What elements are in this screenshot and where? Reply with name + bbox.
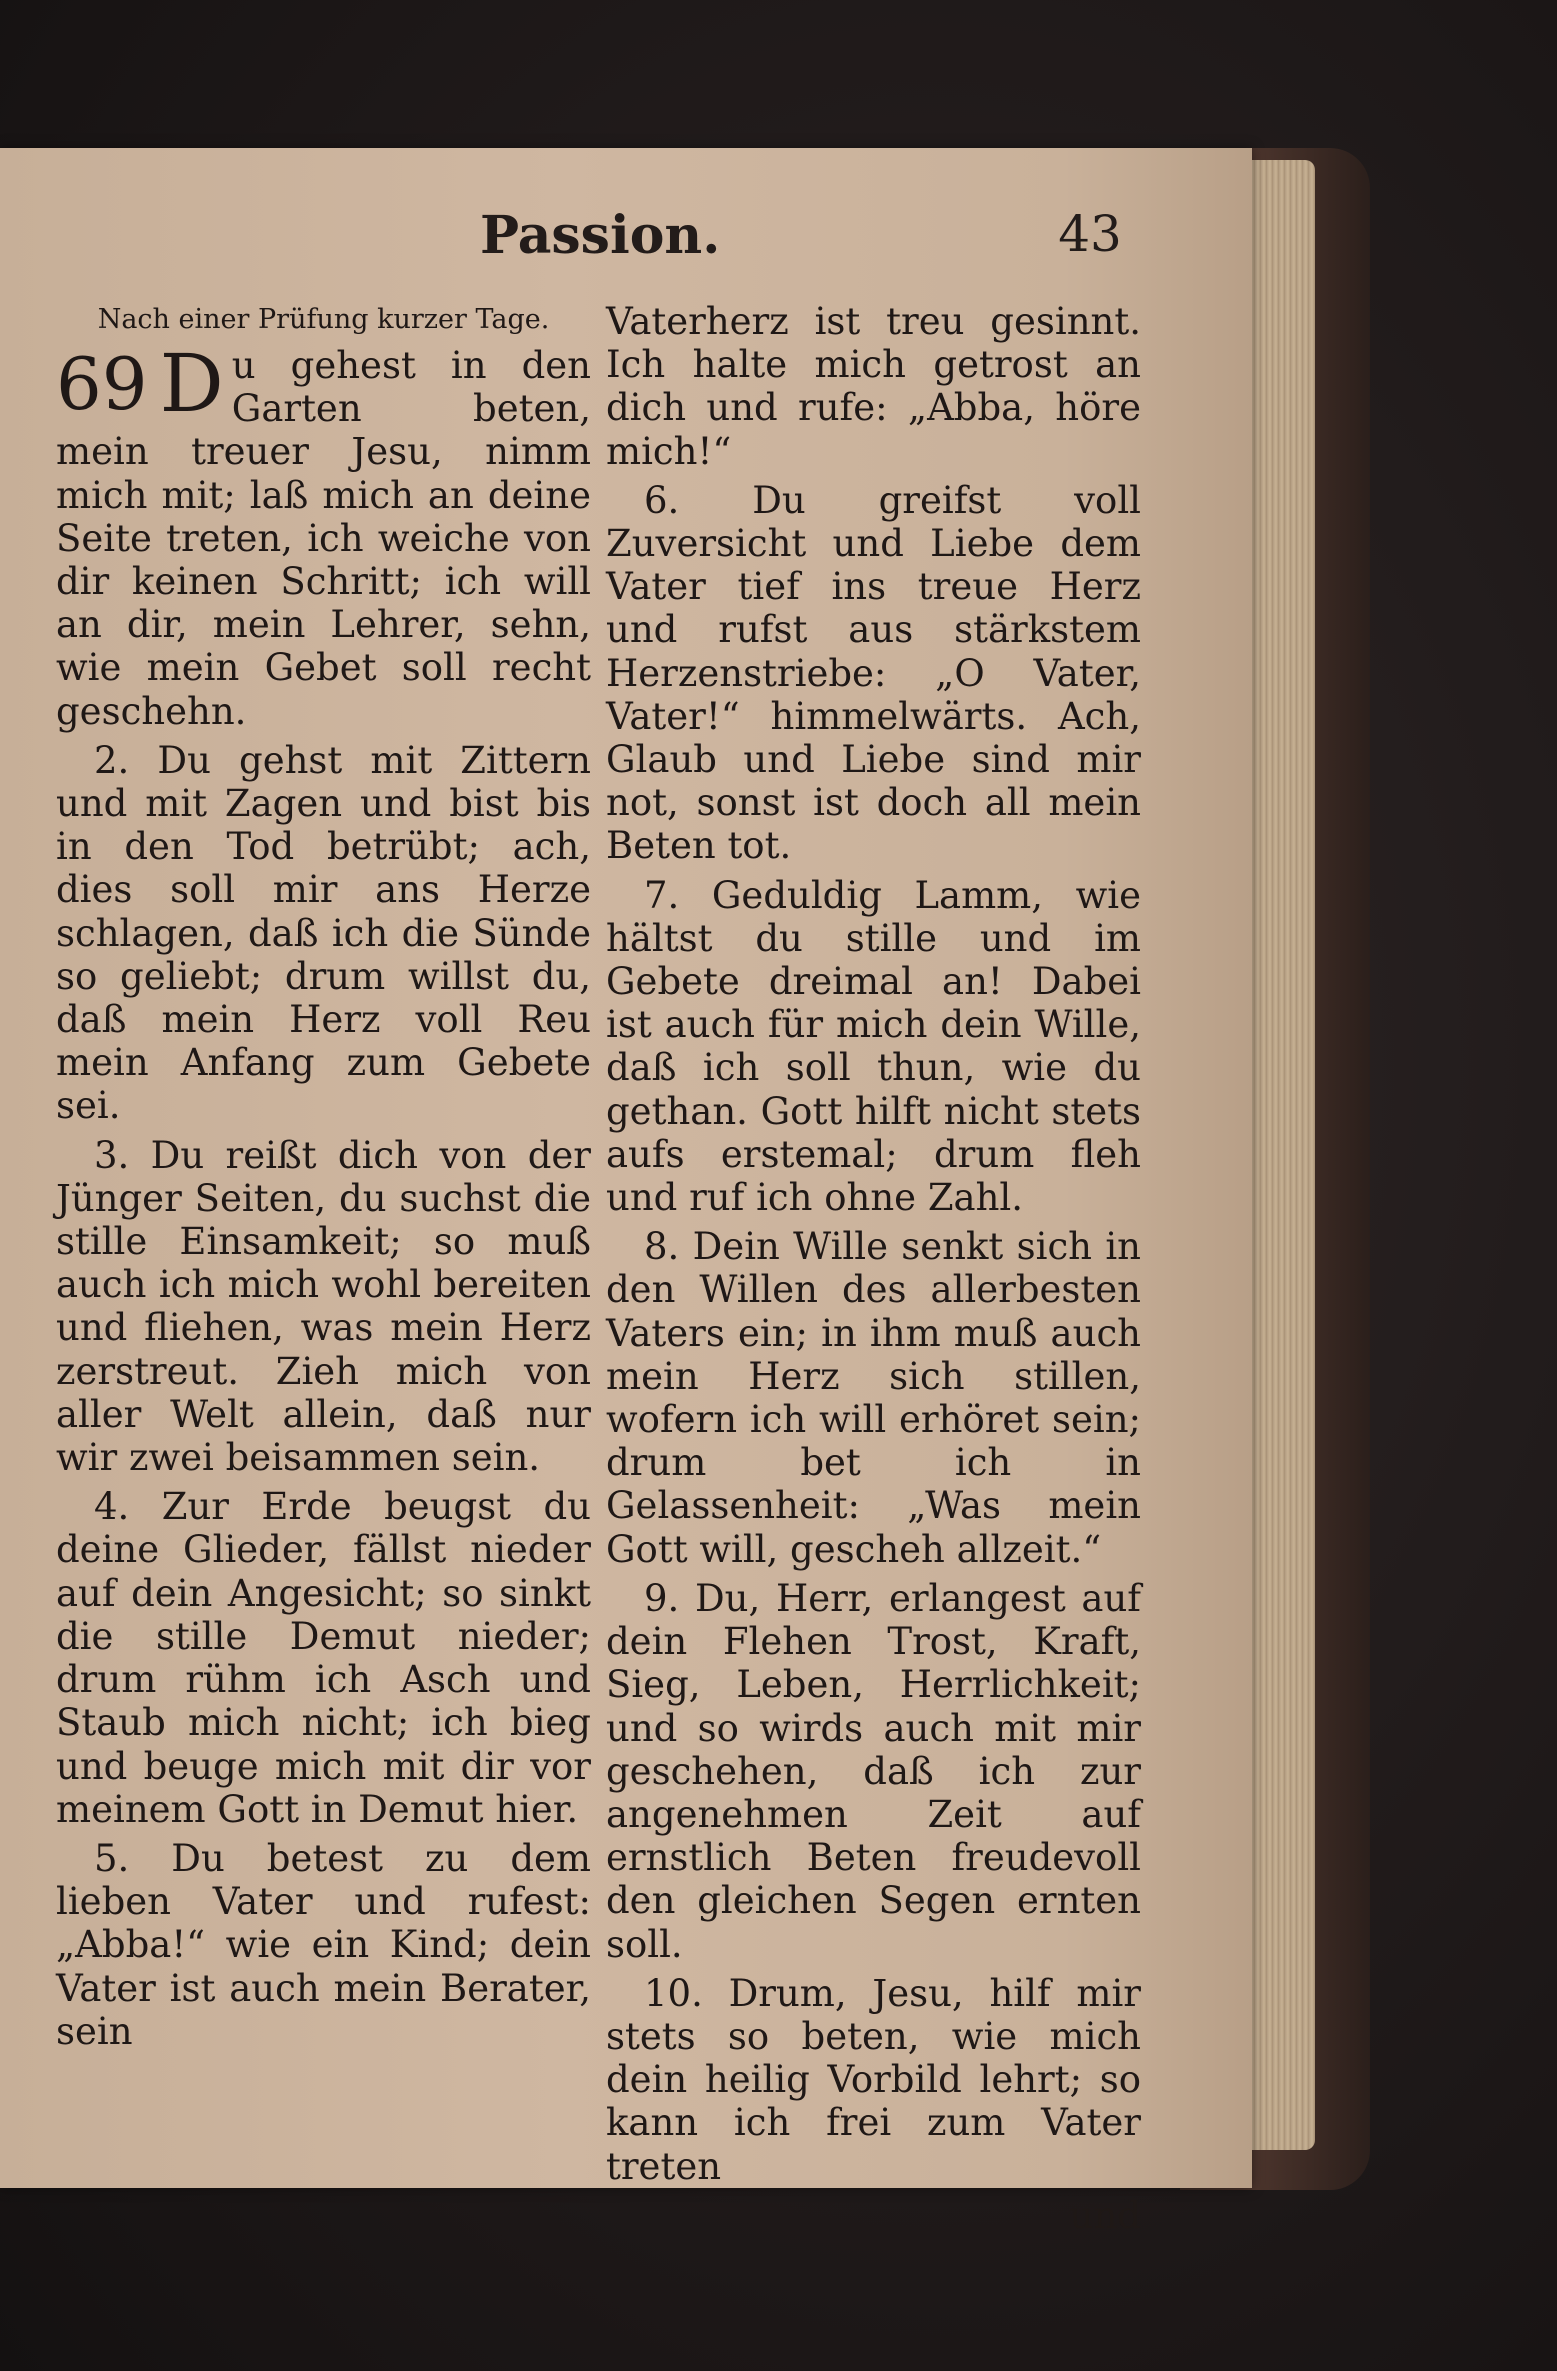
verse-6: 6. Du greifst voll Zuversicht und Liebe dem Vater tief ins treue Herz und rufst aus stärkstem Herzenstriebe: „O Vater, Vater!“ himmelwärts. Ach, Glaub und Liebe sind mir not, sonst ist doch all mein Beten tot. — [606, 478, 1141, 868]
catchword: und — [1069, 2193, 1141, 2237]
verse-5-continued: Vaterherz ist treu gesinnt. Ich halte mich getrost an dich und rufe: „Abba, höre mich!“ — [606, 300, 1141, 473]
left-column — [56, 300, 591, 2059]
verse-8: 8. Dein Wille senkt sich in den Willen des allerbesten Vaters ein; in ihm muß auch mein Herz sich stillen, wofern ich will erhöret sein; drum bet ich in Gelassenheit: „Was mein Gott will, gescheh allzeit.“ — [606, 1225, 1141, 1571]
verse-10: 10. Drum, Jesu, hilf mir stets so beten, wie mich dein heilig Vorbild lehrt; so kann ich frei zum Vater treten — [606, 1971, 1141, 2188]
right-column — [606, 300, 1141, 2237]
hymn-number: 69 — [56, 342, 148, 426]
verse-4: 4. Zur Erde beugst du deine Glieder, fällst nieder auf dein Angesicht; so sinkt die stille Demut nieder; drum rühm ich Asch und Staub mich nicht; ich bieg und beuge mich mit dir vor meinem Gott in Demut hier. — [56, 1485, 591, 1831]
drop-cap: D — [159, 337, 224, 430]
verse-1: u gehest in den Garten beten, mein treuer Jesu, nimm mich mit; laß mich an deine Seite treten, ich weiche von dir keinen Schritt; ich will an dir, mein Lehrer, sehn, wie mein Gebet soll recht geschehn. — [56, 344, 591, 733]
verse-3: 3. Du reißt dich von der Jünger Seiten, du suchst die stille Einsamkeit; so muß auch ich mich wohl bereiten und fliehen, was mein Herz zerstreut. Zieh mich von aller Welt allein, daß nur wir zwei beisammen sein. — [56, 1133, 591, 1480]
running-header-title: Passion. — [480, 205, 721, 266]
verse-9: 9. Du, Herr, erlangest auf dein Flehen Trost, Kraft, Sieg, Leben, Herrlichkeit; und so wirds auch mit mir geschehen, daß ich zur angenehmen Zeit auf ernstlich Beten freudevoll den gleichen Segen ernten soll. — [606, 1576, 1141, 1966]
verse-7: 7. Geduldig Lamm, wie hältst du stille und im Gebete dreimal an! Dabei ist auch für mich dein Wille, daß ich soll thun, wie du gethan. Gott hilft nicht stets aufs erstemal; drum fleh und ruf ich ohne Zahl. — [606, 873, 1141, 1220]
verse-2: 2. Du gehst mit Zittern und mit Zagen und bist bis in den Tod betrübt; ach, dies soll mir ans Herze schlagen, daß ich die Sünde so geliebt; drum willst du, daß mein Herz voll Reu mein Anfang zum Gebete sei. — [56, 738, 591, 1128]
page-number: 43 — [1058, 205, 1122, 263]
melody-subtitle: Nach einer Prüfung kurzer Tage. — [97, 304, 550, 335]
verse-5: 5. Du betest zu dem lieben Vater und rufest: „Abba!“ wie ein Kind; dein Vater ist auch mein Berater, sein — [56, 1836, 591, 2053]
